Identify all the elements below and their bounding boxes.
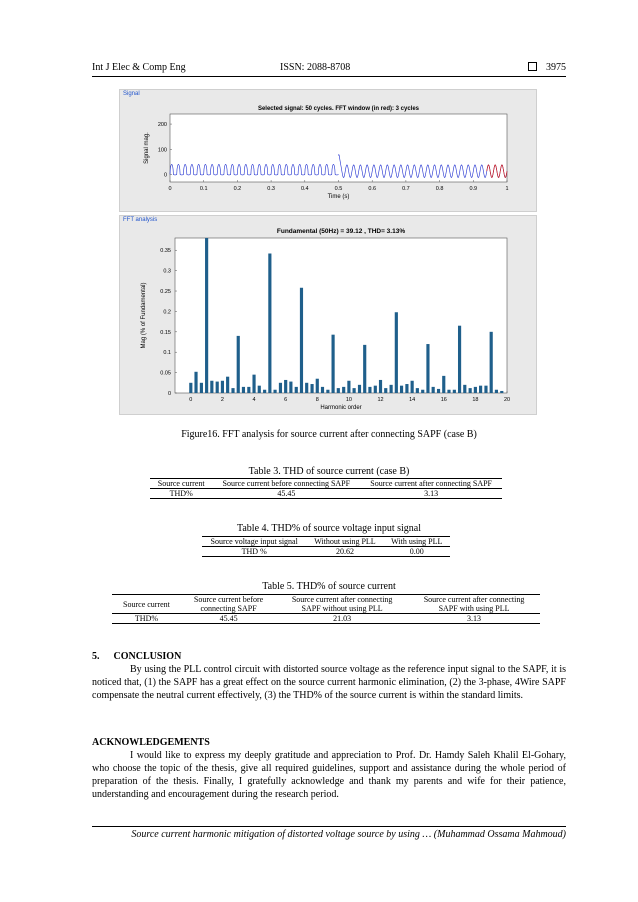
harmonic-bar (500, 391, 503, 393)
harmonic-bar (189, 383, 192, 393)
harmonic-bar (326, 390, 329, 393)
x-tick-label: 0.7 (402, 186, 410, 192)
y-tick-label: 100 (157, 147, 167, 154)
y-tick-label: 0.25 (160, 289, 171, 296)
table5-cell: 45.45 (181, 614, 276, 624)
table4 (202, 536, 450, 557)
harmonic-bar (479, 386, 482, 393)
x-tick-label: 4 (252, 397, 256, 403)
table3-header-cell: Source current after connecting SAPF (360, 479, 502, 489)
table5-caption: Table 5. THD% of source current (262, 581, 396, 592)
harmonic-bar (395, 312, 398, 393)
y-tick-label: 0.15 (160, 329, 171, 336)
harmonic-bar (205, 238, 208, 393)
table4-cell: THD % (202, 547, 306, 557)
conclusion-section (92, 650, 566, 702)
y-tick-label: 0 (167, 391, 171, 397)
x-tick-label: 0.6 (368, 186, 377, 192)
y-axis-label: Mag (% of Fundamental) (141, 282, 147, 349)
y-tick-label: 0.05 (160, 370, 171, 377)
checkbox-square-icon (528, 62, 537, 74)
harmonic-bar (247, 387, 250, 393)
harmonic-bar (221, 381, 224, 393)
harmonic-bar (447, 390, 450, 393)
x-tick-label: 0.8 (435, 186, 444, 192)
x-axis-label: Time (s) (327, 194, 350, 200)
table5-cell: 21.03 (276, 614, 408, 624)
x-tick-label: 2 (220, 397, 224, 403)
harmonic-bar (368, 387, 371, 393)
harmonic-bar (442, 376, 445, 393)
harmonic-bar (200, 383, 203, 393)
y-tick-label: 0.35 (160, 248, 171, 255)
y-tick-label: 0.1 (163, 350, 171, 357)
signal-panel-label: Signal (123, 91, 140, 97)
footer-rule (92, 826, 566, 827)
x-tick-label: 14 (409, 397, 416, 403)
x-tick-label: 10 (345, 397, 352, 403)
y-tick-label: 0 (163, 172, 167, 179)
conclusion-text: By using the PLL control circuit with distorted source voltage as the reference input signal to the SAPF, it is noticed that, (1) the SAPF has a great effect on the source current harmonic elimination, (2) the 3-phase, 4Wire SAPF compensate the neutral current effectively, (3) the THD% of the source current is within the standard limits. (92, 664, 566, 701)
table4-cell: 20.62 (306, 547, 383, 557)
signal-chart (120, 90, 536, 211)
harmonic-bar (216, 382, 219, 393)
harmonic-bar (411, 381, 414, 393)
harmonic-bar (300, 288, 303, 393)
harmonic-bar (353, 388, 356, 393)
harmonic-bar (390, 385, 393, 393)
harmonic-bar (416, 388, 419, 393)
table4-header-cell: With using PLL (384, 537, 450, 547)
x-tick-label: 12 (377, 397, 384, 403)
x-tick-label: 0.2 (233, 186, 242, 192)
issn: ISSN: 2088-8708 (280, 62, 351, 73)
harmonic-bar (295, 387, 298, 393)
table3-cell: THD% (150, 489, 212, 499)
table-row (150, 489, 502, 499)
harmonic-bar (231, 388, 234, 393)
x-tick-label: 8 (315, 397, 319, 403)
chart-title: Selected signal: 50 cycles. FFT window (in red): 3 cycles (257, 106, 420, 112)
acknowledgements-heading: ACKNOWLEDGEMENTS (92, 737, 210, 748)
x-axis-label: Harmonic order (320, 405, 362, 411)
harmonic-bar (463, 385, 466, 393)
table5-header-cell: Source current after connecting SAPF without using PLL (276, 595, 408, 614)
harmonic-bar (279, 383, 282, 393)
harmonic-bar (342, 387, 345, 393)
table4-cell: 0.00 (384, 547, 450, 557)
harmonic-bar (363, 345, 366, 393)
x-tick-label: 6 (284, 397, 288, 403)
harmonic-bar (426, 344, 429, 393)
harmonic-bar (379, 380, 382, 393)
x-tick-label: 0.3 (267, 186, 275, 192)
harmonic-bar (469, 388, 472, 393)
page-number: 3975 (546, 62, 566, 73)
journal-name: Int J Elec & Comp Eng (92, 62, 186, 73)
x-tick-label: 0.4 (300, 186, 309, 192)
fft-panel-label: FFT analysis (123, 217, 158, 223)
harmonic-bar (474, 387, 477, 393)
table3 (150, 478, 502, 499)
y-tick-label: 0.2 (163, 309, 171, 316)
table3-header-cell: Source current before connecting SAPF (212, 479, 360, 489)
harmonic-bar (495, 390, 498, 393)
table5-header-cell: Source current (112, 595, 181, 614)
x-tick-label: 16 (440, 397, 447, 403)
table5-header-cell: Source current before connecting SAPF (181, 595, 276, 614)
harmonic-bar (358, 385, 361, 393)
figure-caption: Figure16. FFT analysis for source current after connecting SAPF (case B) (181, 429, 477, 440)
x-tick-label: 1 (505, 186, 509, 192)
table5 (112, 594, 540, 624)
table4-caption: Table 4. THD% of source voltage input signal (236, 523, 422, 534)
fft-panel (119, 215, 537, 415)
harmonic-bar (490, 332, 493, 393)
harmonic-bar (284, 380, 287, 393)
harmonic-bar (237, 336, 240, 393)
y-tick-label: 200 (157, 122, 167, 129)
signal-panel (119, 89, 537, 212)
harmonic-bar (484, 386, 487, 393)
x-tick-label: 20 (503, 397, 511, 403)
harmonic-bar (242, 387, 245, 393)
acknowledgements-text: I would like to express my deeply gratitude and appreciation to Prof. Dr. Hamdy Saleh Khalil El-Gohary, who choose the topic of the thesis, give all required guidelines, support and assistance during the whole period of preparation of the thesis. Finally, I gratefully acknowledge and thank my parents and wife for their patience, understanding and encouragement during the research period. (92, 750, 566, 800)
acknowledgements-section (92, 736, 566, 801)
harmonic-bar (194, 372, 197, 393)
x-tick-label: 0.9 (469, 186, 478, 192)
harmonic-bar (226, 377, 229, 393)
harmonic-bar (421, 390, 424, 393)
harmonic-bar (289, 382, 292, 393)
plot-area (175, 238, 507, 393)
harmonic-bar (332, 335, 335, 393)
header-rule (92, 76, 566, 77)
x-tick-label: 0 (189, 397, 193, 403)
table-row (202, 547, 450, 557)
harmonic-bar (305, 383, 308, 393)
conclusion-heading: 5. CONCLUSION (92, 651, 182, 662)
harmonic-bar (258, 386, 261, 393)
table5-cell: THD% (112, 614, 181, 624)
running-title: Source current harmonic mitigation of distorted voltage source by using … (Muhammad Ossama Mahmoud) (131, 829, 566, 840)
harmonic-bar (400, 386, 403, 393)
table5-header-cell: Source current after connecting SAPF with using PLL (408, 595, 540, 614)
harmonic-bar (210, 381, 213, 393)
table3-cell: 45.45 (212, 489, 360, 499)
table3-header-cell: Source current (150, 479, 212, 489)
harmonic-bar (310, 384, 313, 393)
harmonic-bar (384, 388, 387, 393)
table4-header-cell: Without using PLL (306, 537, 383, 547)
table4-header-cell: Source voltage input signal (202, 537, 306, 547)
harmonic-bar (337, 388, 340, 393)
table3-caption: Table 3. THD of source current (case B) (248, 466, 410, 477)
harmonic-bar (268, 254, 271, 394)
x-tick-label: 18 (472, 397, 479, 403)
table-row (112, 614, 540, 624)
table5-cell: 3.13 (408, 614, 540, 624)
harmonic-bar (437, 389, 440, 393)
harmonic-bar (374, 386, 377, 393)
harmonic-bar (347, 381, 350, 393)
harmonic-bar (263, 390, 266, 393)
x-tick-label: 0 (168, 186, 172, 192)
harmonic-bar (432, 387, 435, 393)
y-axis-label: Signal mag. (144, 132, 150, 164)
harmonic-bar (252, 375, 255, 393)
y-tick-label: 0.3 (163, 268, 171, 275)
harmonic-bar (316, 379, 319, 393)
harmonic-bar (453, 390, 456, 393)
harmonic-bar (273, 390, 276, 393)
x-tick-label: 0.5 (334, 186, 343, 192)
harmonic-bar (405, 384, 408, 393)
chart-title: Fundamental (50Hz) = 39.12 , THD= 3.13% (276, 228, 406, 235)
fft-chart (120, 216, 536, 414)
harmonic-bar (458, 326, 461, 393)
harmonic-bar (321, 387, 324, 393)
table3-cell: 3.13 (360, 489, 502, 499)
x-tick-label: 0.1 (199, 186, 208, 192)
